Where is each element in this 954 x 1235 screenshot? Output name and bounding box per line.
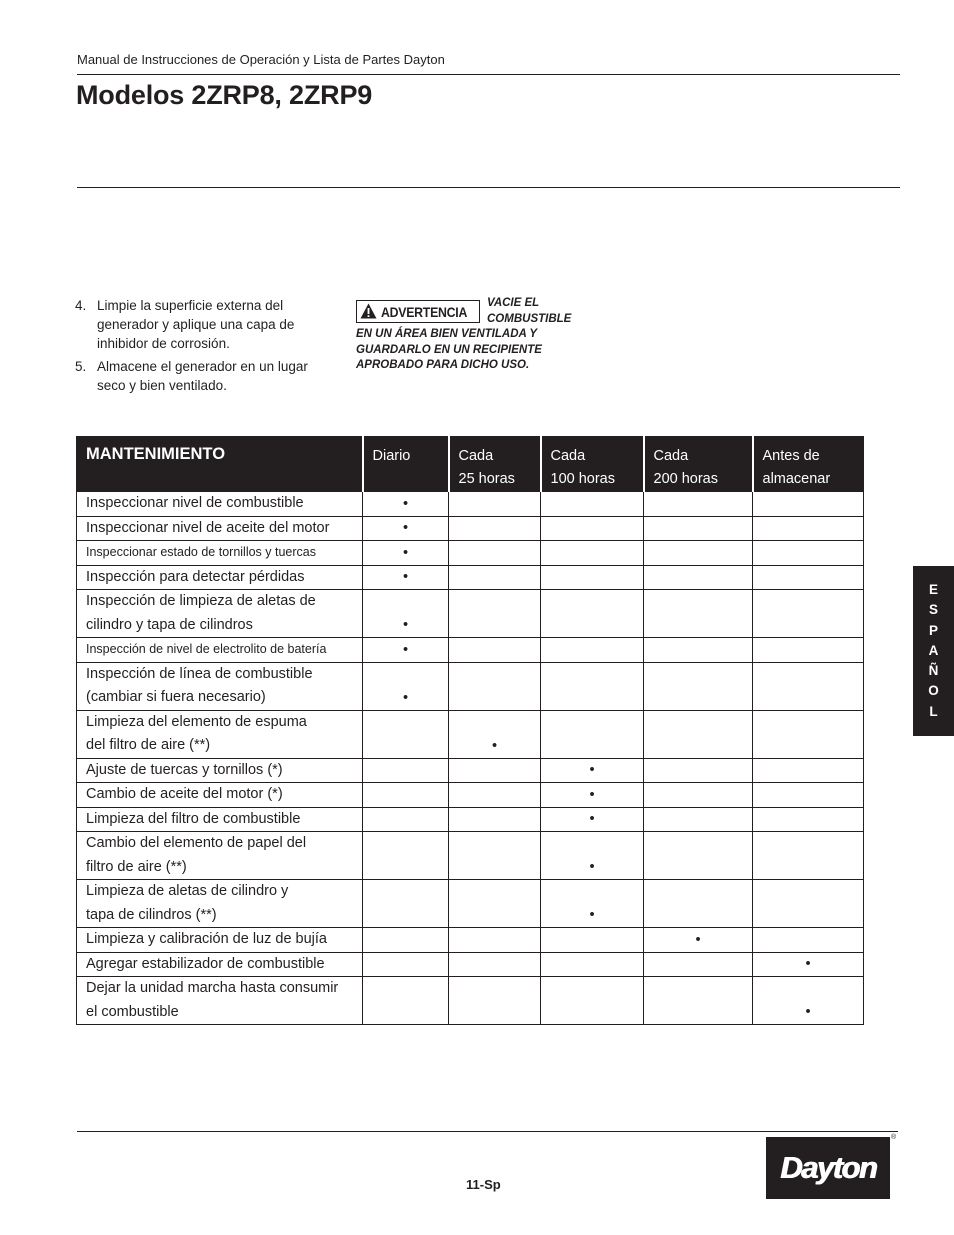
task-text: Agregar estabilizador de combustible <box>86 955 325 972</box>
task-text: Inspeccionar estado de tornillos y tuercas <box>86 545 316 559</box>
dayton-logo <box>766 1137 890 1199</box>
schedule-cell <box>644 662 753 710</box>
schedule-cell <box>541 541 644 566</box>
column-header-line: 200 horas <box>653 471 718 487</box>
page-title: Modelos 2ZRP8, 2ZRP9 <box>76 80 373 110</box>
task-text: Inspección para detectar pérdidas <box>86 568 305 585</box>
task-text: cilindro y tapa de cilindros <box>86 616 253 633</box>
schedule-cell <box>644 516 753 541</box>
schedule-bullet: • <box>491 737 498 754</box>
schedule-bullet: • <box>589 859 595 875</box>
table-row <box>77 758 864 783</box>
schedule-cell <box>449 832 541 880</box>
schedule-cell <box>363 952 449 977</box>
schedule-cell <box>363 541 449 566</box>
tab-letter: L <box>929 703 938 719</box>
schedule-cell <box>541 492 644 517</box>
schedule-cell <box>644 880 753 928</box>
schedule-cell <box>541 638 644 663</box>
schedule-cell <box>541 710 644 758</box>
schedule-bullet: • <box>695 931 701 948</box>
schedule-cell <box>449 928 541 953</box>
column-header-line: almacenar <box>762 471 831 487</box>
schedule-cell <box>363 807 449 832</box>
column-header-line: 100 horas <box>550 471 615 487</box>
schedule-bullet: • <box>402 495 409 512</box>
tab-letter: S <box>928 602 938 618</box>
task-text: del filtro de aire (**) <box>86 737 211 753</box>
schedule-cell <box>644 928 753 953</box>
schedule-cell <box>363 977 449 1025</box>
schedule-cell <box>449 783 541 808</box>
column-header <box>644 437 753 492</box>
schedule-cell <box>541 590 644 638</box>
tab-letter: Ñ <box>928 663 939 679</box>
schedule-cell <box>753 832 864 880</box>
schedule-bullet: • <box>402 520 409 536</box>
schedule-cell <box>644 492 753 517</box>
task-text: Cambio de aceite del motor (*) <box>86 786 283 802</box>
task-text: Ajuste de tuercas y tornillos (*) <box>86 761 283 778</box>
schedule-cell <box>753 710 864 758</box>
step-text: Limpie la superficie externa del generador y aplique una capa de inhibidor de corrosión. <box>97 298 295 351</box>
schedule-cell <box>644 977 753 1025</box>
task-text: Limpieza del elemento de espuma <box>86 713 307 730</box>
task-cell <box>77 662 363 710</box>
schedule-cell <box>449 638 541 663</box>
table-row <box>77 832 864 880</box>
step-text: Almacene el generador en un lugar seco y bien ventilado. <box>97 359 308 393</box>
schedule-cell <box>541 880 644 928</box>
schedule-cell <box>644 832 753 880</box>
schedule-cell <box>363 710 449 758</box>
schedule-bullet: • <box>589 786 595 803</box>
schedule-cell <box>449 590 541 638</box>
schedule-cell <box>753 758 864 783</box>
task-cell <box>77 758 363 783</box>
task-text: filtro de aire (**) <box>86 858 187 875</box>
schedule-cell <box>449 565 541 590</box>
task-text: Inspección de línea de combustible <box>86 665 313 682</box>
task-cell <box>77 565 363 590</box>
schedule-cell <box>541 565 644 590</box>
schedule-cell <box>449 977 541 1025</box>
schedule-bullet: • <box>589 811 595 827</box>
task-cell <box>77 832 363 880</box>
step-number: 4. <box>75 298 87 313</box>
schedule-cell <box>753 977 864 1025</box>
schedule-cell <box>449 541 541 566</box>
table-row <box>77 590 864 638</box>
schedule-cell <box>753 807 864 832</box>
task-text: Inspeccionar nivel de combustible <box>86 495 304 511</box>
schedule-cell <box>644 710 753 758</box>
task-cell <box>77 710 363 758</box>
schedule-bullet: • <box>805 1004 811 1020</box>
schedule-cell <box>363 565 449 590</box>
schedule-cell <box>644 565 753 590</box>
task-text: (cambiar si fuera necesario) <box>86 689 266 705</box>
schedule-cell <box>363 758 449 783</box>
header-divider <box>77 74 900 75</box>
page-number: 11-Sp <box>466 1177 501 1192</box>
schedule-cell <box>541 783 644 808</box>
warning-label: ADVERTENCIA <box>381 303 468 320</box>
schedule-cell <box>753 662 864 710</box>
schedule-cell <box>449 492 541 517</box>
schedule-bullet: • <box>402 544 409 561</box>
task-text: Limpieza de aletas de cilindro y <box>86 883 289 899</box>
schedule-cell <box>644 541 753 566</box>
task-cell <box>77 928 363 953</box>
task-cell <box>77 977 363 1025</box>
table-row <box>77 662 864 710</box>
task-text: Dejar la unidad marcha hasta consumir <box>86 980 339 996</box>
schedule-cell <box>644 952 753 977</box>
schedule-cell <box>541 807 644 832</box>
column-header <box>753 437 864 492</box>
section-divider <box>77 187 900 188</box>
schedule-cell <box>753 638 864 663</box>
schedule-cell <box>449 710 541 758</box>
table-row <box>77 952 864 977</box>
warning-label-box <box>356 300 480 323</box>
schedule-cell <box>363 662 449 710</box>
warning-text-first: VACIE EL COMBUSTIBLE <box>487 297 572 325</box>
task-cell <box>77 807 363 832</box>
schedule-cell <box>363 832 449 880</box>
task-text: el combustible <box>86 1003 179 1020</box>
table-row <box>77 710 864 758</box>
task-cell <box>77 492 363 517</box>
schedule-cell <box>449 662 541 710</box>
schedule-cell <box>644 590 753 638</box>
table-row <box>77 783 864 808</box>
schedule-bullet: • <box>589 762 595 778</box>
task-text: Inspección de nivel de electrolito de batería <box>86 642 327 656</box>
schedule-cell <box>541 952 644 977</box>
table-row <box>77 638 864 663</box>
schedule-bullet: • <box>402 641 409 658</box>
tab-letter: P <box>928 622 938 638</box>
task-cell <box>77 541 363 566</box>
schedule-cell <box>753 880 864 928</box>
tab-letter: A <box>928 642 939 658</box>
schedule-cell <box>541 516 644 541</box>
schedule-cell <box>363 590 449 638</box>
maintenance-title: MANTENIMIENTO <box>77 437 363 492</box>
schedule-cell <box>449 952 541 977</box>
schedule-cell <box>449 880 541 928</box>
schedule-cell <box>541 758 644 783</box>
task-cell <box>77 516 363 541</box>
schedule-cell <box>644 638 753 663</box>
table-row <box>77 977 864 1025</box>
schedule-cell <box>363 638 449 663</box>
step-number: 5. <box>75 359 87 374</box>
schedule-bullet: • <box>589 907 595 923</box>
column-header <box>449 437 541 492</box>
manual-title: Manual de Instrucciones de Operación y Lista de Partes Dayton <box>77 52 445 67</box>
schedule-cell <box>363 928 449 953</box>
table-row <box>77 492 864 517</box>
task-text: Inspeccionar nivel de aceite del motor <box>86 519 330 536</box>
table-row <box>77 880 864 928</box>
tab-letter: O <box>928 683 939 699</box>
schedule-cell <box>363 880 449 928</box>
registered-mark: ® <box>891 1134 897 1141</box>
column-header <box>363 437 449 492</box>
column-header-line: 25 horas <box>458 471 515 487</box>
column-header-line: Antes de <box>762 448 820 464</box>
schedule-cell <box>753 590 864 638</box>
schedule-cell <box>363 492 449 517</box>
schedule-cell <box>449 758 541 783</box>
task-cell <box>77 880 363 928</box>
schedule-cell <box>363 516 449 541</box>
task-text: Inspección de limpieza de aletas de <box>86 593 316 609</box>
schedule-cell <box>644 783 753 808</box>
task-text: Cambio del elemento de papel del <box>86 835 307 851</box>
schedule-cell <box>541 977 644 1025</box>
column-header-line: Cada <box>550 448 586 464</box>
schedule-cell <box>753 928 864 953</box>
task-text: Limpieza y calibración de luz de bujía <box>86 931 327 947</box>
schedule-bullet: • <box>402 569 409 585</box>
schedule-bullet: • <box>402 617 409 633</box>
column-header <box>541 437 644 492</box>
schedule-cell <box>753 952 864 977</box>
task-cell <box>77 590 363 638</box>
schedule-cell <box>449 516 541 541</box>
maintenance-header-row <box>77 437 864 492</box>
footer-divider <box>77 1131 898 1132</box>
schedule-cell <box>541 832 644 880</box>
schedule-cell <box>541 928 644 953</box>
schedule-cell <box>753 783 864 808</box>
maintenance-table <box>76 436 864 1025</box>
warning-text: EN UN ÁREA BIEN VENTILADA Y GUARDARLO EN UN RECIPIENTE APROBADO PARA DICHO USO. <box>356 328 542 371</box>
schedule-cell <box>644 807 753 832</box>
schedule-cell <box>753 492 864 517</box>
step-item <box>75 357 340 395</box>
table-row <box>77 516 864 541</box>
language-tab-espanol <box>913 566 954 736</box>
tab-letter: E <box>928 581 938 597</box>
column-header-line: Diario <box>372 448 411 464</box>
schedule-cell <box>753 516 864 541</box>
task-cell <box>77 783 363 808</box>
schedule-cell <box>753 541 864 566</box>
task-text: tapa de cilindros (**) <box>86 906 217 923</box>
schedule-cell <box>753 565 864 590</box>
table-row <box>77 807 864 832</box>
schedule-bullet: • <box>402 689 409 706</box>
schedule-bullet: • <box>805 956 811 972</box>
task-text: Limpieza del filtro de combustible <box>86 810 301 827</box>
schedule-cell <box>541 662 644 710</box>
table-row <box>77 565 864 590</box>
schedule-cell <box>644 758 753 783</box>
warning-triangle-icon <box>360 303 378 321</box>
task-cell <box>77 952 363 977</box>
task-cell <box>77 638 363 663</box>
column-header-line: Cada <box>458 448 494 464</box>
step-item <box>75 296 340 353</box>
logo-text: Dayton <box>779 1150 877 1185</box>
storage-steps <box>75 296 340 399</box>
column-header-line: Cada <box>653 448 689 464</box>
schedule-cell <box>449 807 541 832</box>
table-row <box>77 541 864 566</box>
schedule-cell <box>363 783 449 808</box>
table-row <box>77 928 864 953</box>
